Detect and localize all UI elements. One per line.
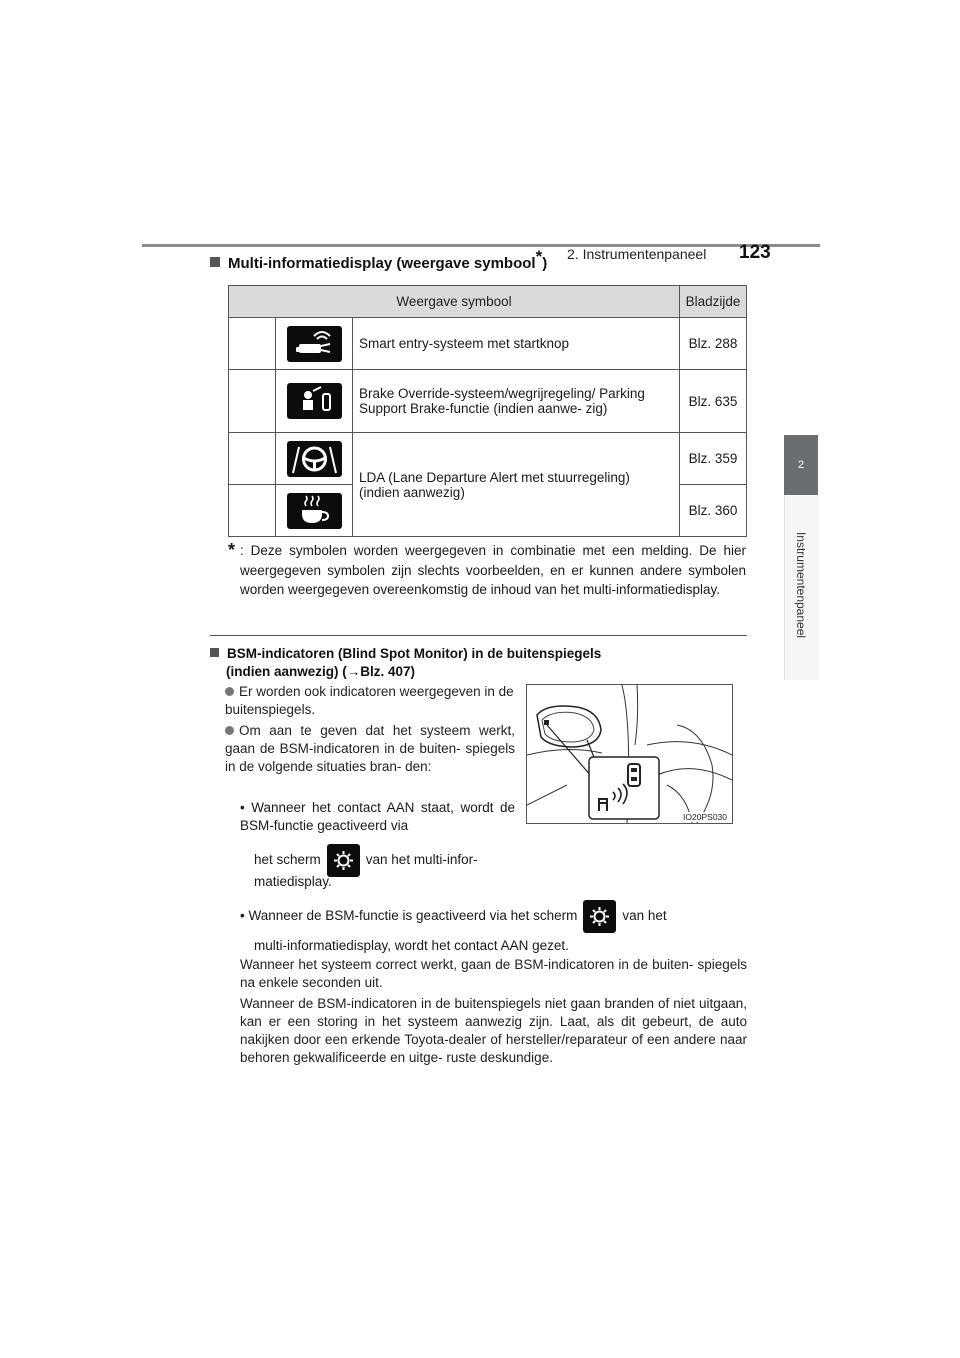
- table-cell-page: Blz. 288: [680, 318, 747, 370]
- sub-bullet-2: • Wanneer de BSM-functie is geactiveerd via het scherm van het: [240, 900, 747, 933]
- table-row: [229, 370, 747, 433]
- brake-override-icon: [287, 383, 342, 419]
- footnote-marker: *: [228, 540, 236, 560]
- paragraph: Wanneer het systeem correct werkt, gaan de BSM-indicatoren in de buiten- spiegels na enkele seconden uit.: [240, 957, 747, 990]
- sub-bullet-2-line2: multi-informatiedisplay, wordt het contact AAN gezet.: [254, 938, 569, 953]
- round-bullet-icon: [225, 687, 234, 696]
- illustration-code: IO20PS030: [683, 812, 727, 822]
- lda-steering-icon: [287, 441, 342, 477]
- chapter-tab-label: Instrumentenpaneel: [794, 531, 808, 639]
- settings-gear-icon: [583, 900, 616, 933]
- symbol-table: [228, 285, 747, 537]
- table-cell-description: LDA (Lane Departure Alert met stuurregeling) (indien aanwezig): [353, 433, 680, 537]
- sub-bullet-1-line3: matiedisplay.: [254, 874, 332, 889]
- sub-bullet-1: • Wanneer het contact AAN staat, wordt de BSM-functie geactiveerd via: [240, 800, 515, 833]
- coffee-cup-icon: [287, 493, 342, 529]
- sub-bullet-1-line2: het scherm van het multi-infor-: [254, 843, 478, 877]
- settings-gear-icon: [327, 844, 360, 877]
- bsm-mirror-illustration: [526, 684, 733, 824]
- col-header-page: Bladzijde: [680, 286, 747, 318]
- table-cell-page: Blz. 635: [680, 370, 747, 433]
- table-cell-page: Blz. 359: [680, 433, 747, 485]
- section-divider: [210, 635, 747, 636]
- section2-title: BSM-indicatoren (Blind Spot Monitor) in de buitenspiegels (indien aanwezig) (→Blz. 407): [210, 645, 601, 681]
- table-header-row: [229, 286, 747, 318]
- header-rule: [142, 244, 820, 247]
- table-cell-description: Smart entry-systeem met startknop: [353, 318, 680, 370]
- col-header-symbol: Weergave symbool: [229, 286, 680, 318]
- square-bullet-icon: [210, 648, 219, 657]
- chapter-tab: 2: [784, 435, 818, 495]
- bullet-item: Om aan te geven dat het systeem werkt, gaan de BSM-indicatoren in de buiten- spiegels in de volgende situaties bran- den:: [225, 723, 515, 774]
- paragraph: Wanneer de BSM-indicatoren in de buitenspiegels niet gaan branden of niet uitgaan, kan er een storing in het systeem aanwezig zijn. Laat, als dit gebeurt, de auto nakijken door een erkende Toyota-dealer of hersteller/reparateur of een andere naar behoren gekwalificeerde en uitge- ruste deskundige.: [240, 996, 747, 1065]
- smart-entry-icon: [287, 326, 342, 362]
- round-bullet-icon: [225, 726, 234, 735]
- square-bullet-icon: [210, 257, 220, 267]
- page-number: 123: [739, 242, 771, 263]
- table-cell-description: Brake Override-systeem/wegrijregeling/ Parking Support Brake-functie (indien aanwe- zig): [353, 370, 680, 433]
- table-row: [229, 318, 747, 370]
- table-row: [229, 433, 747, 485]
- section-heading: 2. Instrumentenpaneel: [567, 246, 707, 262]
- footnote-text: : Deze symbolen worden weergegeven in combinatie met een melding. De hier weergegeven symbolen zijn slechts voorbeelden, en er kunnen andere symbolen worden weergegeven overeenkomstig de inhoud van het multi-informatiedisplay.: [240, 543, 746, 597]
- section-title: Multi-informatiedisplay (weergave symbool*): [210, 255, 547, 272]
- table-cell-page: Blz. 360: [680, 485, 747, 537]
- footnote: [228, 541, 746, 600]
- bullet-item: Er worden ook indicatoren weergegeven in de buitenspiegels.: [225, 684, 514, 717]
